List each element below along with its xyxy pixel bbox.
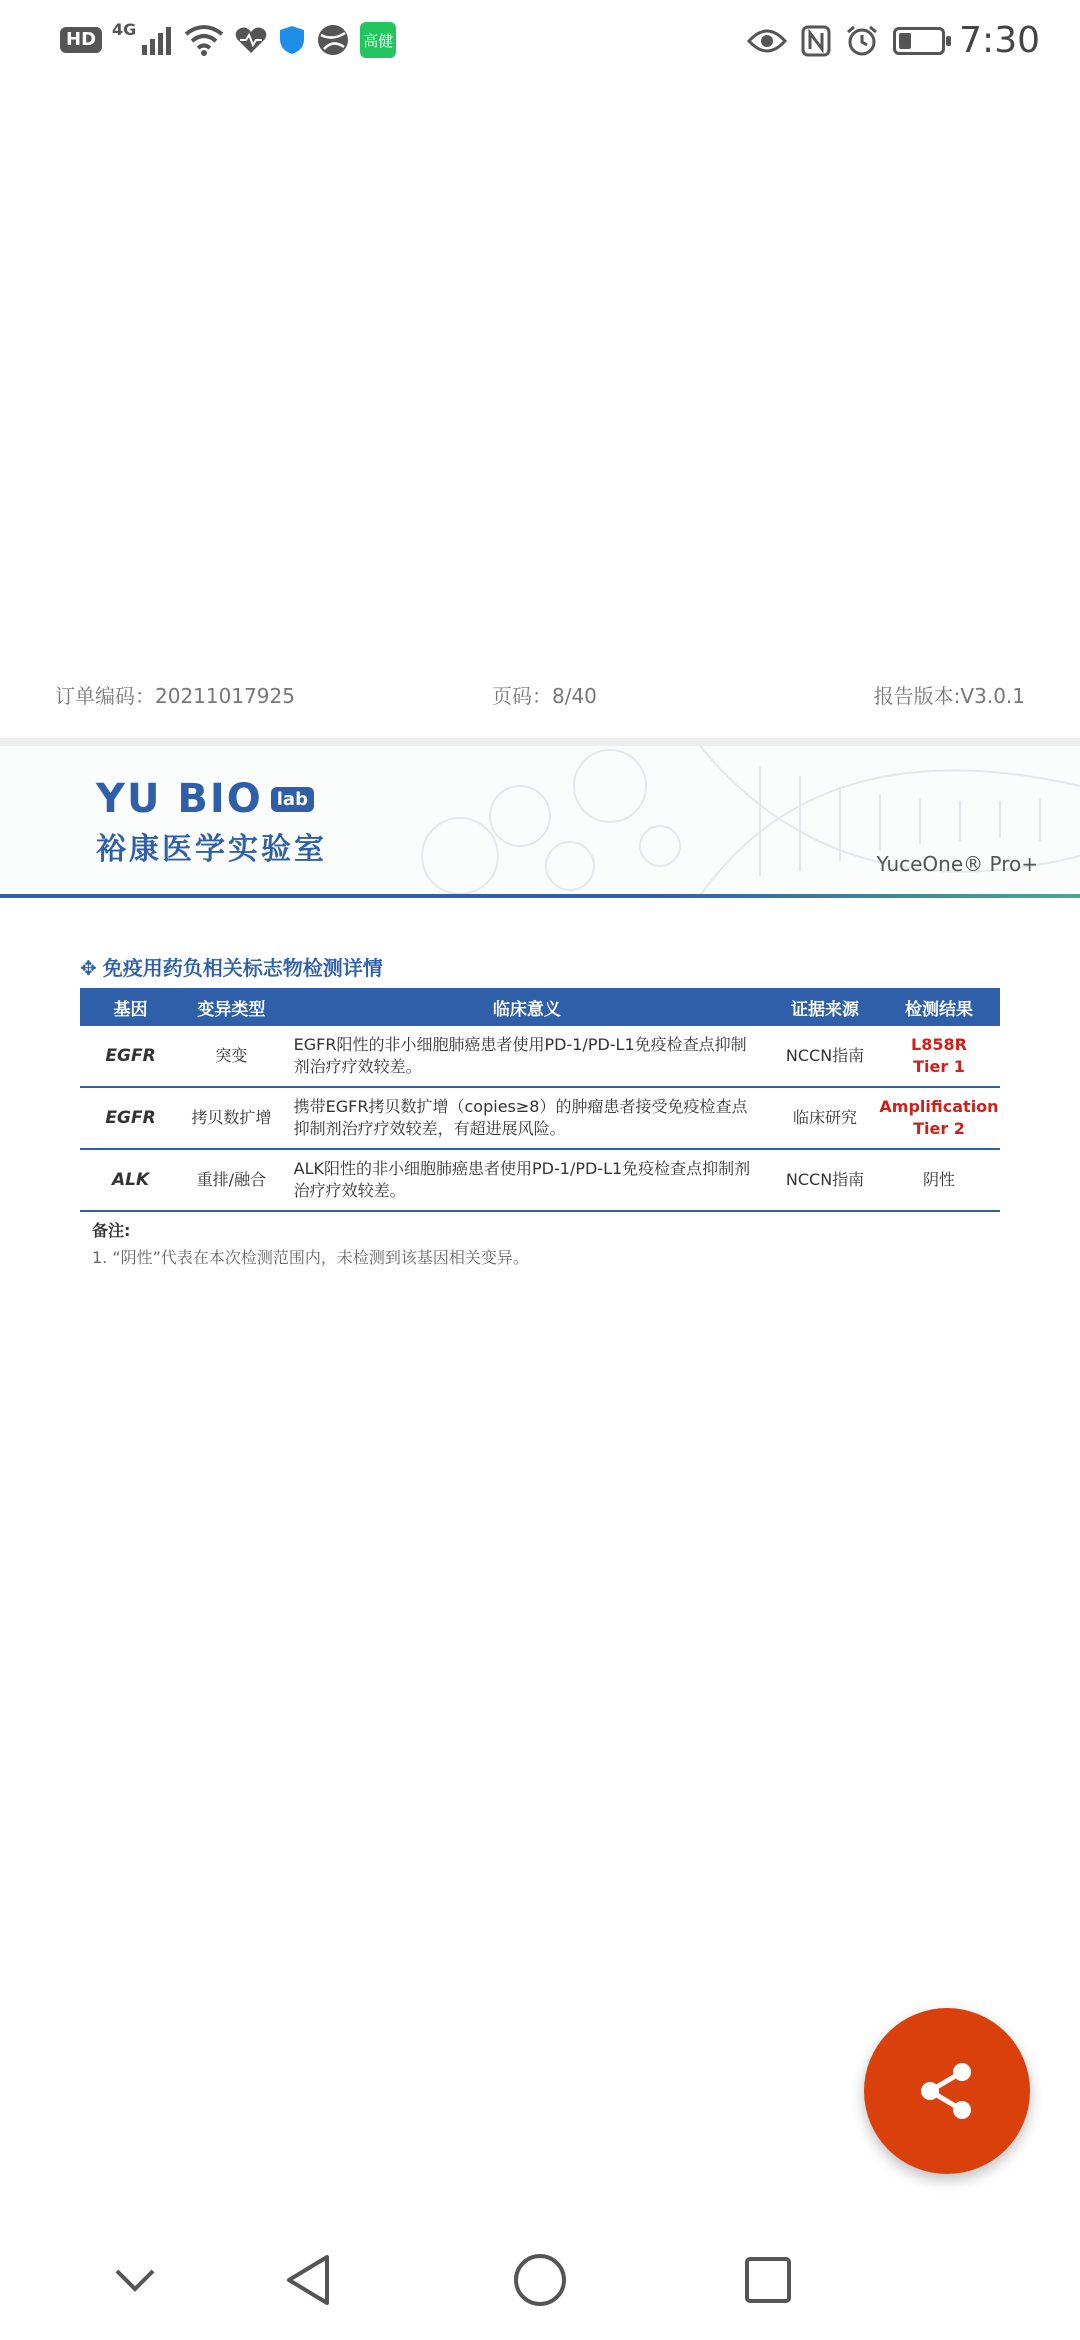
- report-version: 报告版本:V3.0.1: [873, 684, 1025, 708]
- section-title-text: 免疫用药负相关标志物检测详情: [102, 956, 383, 980]
- page-separator: [0, 738, 1080, 746]
- logo-chinese-name: 裕康医学实验室: [96, 832, 327, 867]
- column-header-variant-type: 变异类型: [181, 988, 282, 1026]
- notes-line: 1. “阴性”代表在本次检测范围内，未检测到该基因相关变异。: [92, 1248, 529, 1267]
- order-number: 订单编码：20211017925: [55, 684, 295, 708]
- notes-title: 备注:: [92, 1221, 131, 1240]
- result-cell: Amplification Tier 2: [878, 1087, 1000, 1149]
- evidence-source-cell: 临床研究: [772, 1087, 878, 1149]
- browser-icon: [316, 20, 350, 60]
- page-number: 页码：8/40: [492, 684, 597, 708]
- column-header-gene: 基因: [80, 988, 181, 1026]
- column-header-evidence: 证据来源: [772, 988, 878, 1026]
- navigation-bar: [0, 2220, 1080, 2340]
- signal-icon: [140, 20, 174, 60]
- gene-cell: EGFR: [80, 1026, 181, 1087]
- result-cell: L858R Tier 1: [878, 1026, 1000, 1087]
- network-type: 4G: [112, 20, 137, 39]
- notes: [92, 1218, 529, 1268]
- table-header-row: [80, 988, 1000, 1026]
- significance-cell: 携带EGFR拷贝数扩增（copies≥8）的肿瘤患者接受免疫检查点抑制剂治疗疗效较差，有超进展风险。: [282, 1087, 772, 1149]
- hd-icon: [60, 20, 102, 60]
- gene-cell: EGFR: [80, 1087, 181, 1149]
- column-header-result: 检测结果: [878, 988, 1000, 1026]
- product-name: YuceOne® Pro+: [876, 852, 1038, 876]
- significance-cell: ALK阳性的非小细胞肺癌患者使用PD-1/PD-L1免疫检查点抑制剂治疗疗效较差。: [282, 1149, 772, 1211]
- battery-icon: [893, 21, 945, 61]
- share-button[interactable]: [864, 2008, 1030, 2174]
- hd-label: HD: [60, 27, 102, 53]
- result-cell: 阴性: [878, 1149, 1000, 1211]
- alarm-icon: [845, 21, 879, 61]
- shield-icon: [278, 20, 306, 60]
- variant-type-cell: 重排/融合: [181, 1149, 282, 1211]
- nfc-icon: [801, 21, 831, 61]
- logo-lab-badge: lab: [271, 787, 314, 812]
- table-row: [80, 1087, 1000, 1149]
- variant-type-cell: 拷贝数扩增: [181, 1087, 282, 1149]
- evidence-source-cell: NCCN指南: [772, 1149, 878, 1211]
- chevron-down-icon[interactable]: [105, 2250, 165, 2310]
- report-meta: [55, 680, 1025, 714]
- section-title: [80, 952, 383, 981]
- recents-icon[interactable]: [738, 2250, 798, 2310]
- diamond-bullet-icon: ✥: [80, 956, 97, 980]
- share-icon: [916, 2060, 978, 2122]
- eye-icon: [747, 21, 787, 61]
- column-header-significance: 临床意义: [282, 988, 772, 1026]
- home-icon[interactable]: [510, 2250, 570, 2310]
- back-icon[interactable]: [278, 2250, 338, 2310]
- clock: 7:30: [959, 20, 1040, 61]
- health-icon: [234, 20, 268, 60]
- variant-type-cell: 突变: [181, 1026, 282, 1087]
- report-header: [0, 746, 1080, 896]
- wifi-icon: [184, 20, 224, 60]
- biomarker-table: [80, 988, 1000, 1212]
- table-row: [80, 1149, 1000, 1211]
- status-bar: [0, 0, 1080, 82]
- significance-cell: EGFR阳性的非小细胞肺癌患者使用PD-1/PD-L1免疫检查点抑制剂治疗疗效较差。: [282, 1026, 772, 1087]
- gene-cell: ALK: [80, 1149, 181, 1211]
- yuce-logo: [96, 776, 327, 868]
- header-divider: [0, 894, 1080, 898]
- evidence-source-cell: NCCN指南: [772, 1026, 878, 1087]
- table-row: [80, 1026, 1000, 1087]
- app-badge-icon: 高健: [360, 22, 396, 58]
- logo-wordmark: YU BIO: [96, 776, 263, 822]
